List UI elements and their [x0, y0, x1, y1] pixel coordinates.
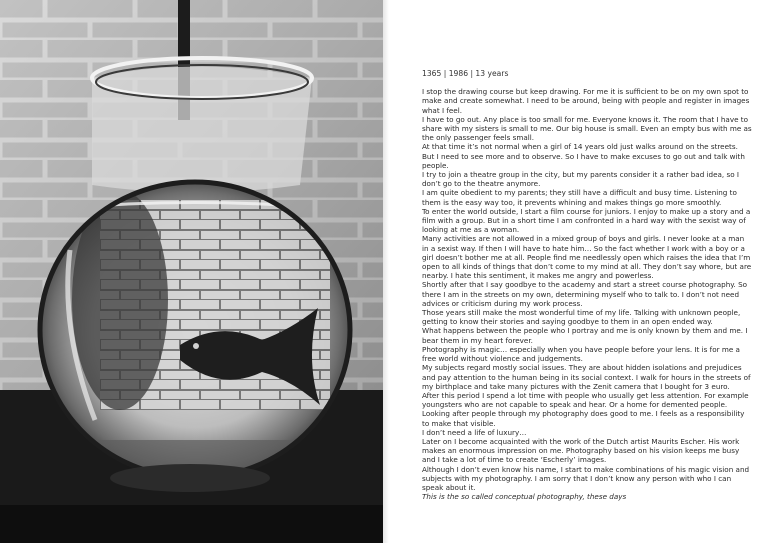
paragraph: After this period I spend a lot time with people who usually get less attention. For example youngsters who are not capable to speak and hear. Or a home for demented people. [422, 390, 749, 410]
chapter-heading: 1365 | 1986 | 13 years [422, 69, 509, 78]
paragraph: My subjects regard mostly social issues. They are about hidden isolations and prejudices and pay attention to the human being in its social context. I walk for hours in the streets of my birthplace and take many pictures with the Zenit camera that I bought for 3 euro. [422, 363, 751, 391]
paragraph: What happens between the people who I portray and me is only known by them and me. I bear them in my heart forever. [422, 326, 748, 345]
paragraph: At that time it’s not normal when a girl of 14 years old just walks around on the streets. But I need to see more and to observe. So I have to make excuses to go out and talk with people. [422, 142, 745, 170]
story-text [422, 69, 752, 501]
closing-line: This is the so called conceptual photography, these days [422, 492, 627, 502]
paragraph: Many activities are not allowed in a mixed group of boys and girls. I never looke at a man in a sexist way. If then I will have to hate him… So the fact whether I work with a boy or a girl doesn’t bother me at all. People find me needlessly open which raises the idea that I’m open to all kinds of things that don’t come to my mind at all. They don’t say whore, but are nearby. I hate this sentiment, it makes me angry and powerless. [422, 234, 752, 281]
fishbowl-photo [0, 0, 383, 543]
paragraph: I am quite obedient to my parents; they still have a difficult and busy time. Listening to them is the easy way too, it prevents whining and makes things go more smoothly. [422, 188, 737, 207]
paragraph: Those years still make the most wonderful time of my life. Talking with unknown people, getting to know their stories and saying goodbye to them in an open ended way. [422, 308, 741, 327]
paragraph: I have to go out. Any place is too small for me. Everyone knows it. The room that I have to share with my sisters is small to me. Our big house is small. Even an empty bus with me as the only passenger feels small. [422, 114, 752, 143]
paragraph: Later on I become acquainted with the work of the Dutch artist Maurits Escher. His work makes an enormous impression on me. Photography based on his vision keeps me busy and I take a lot of time to create ‘Escherly’ images. [422, 436, 740, 465]
paragraph: To enter the world outside, I start a film course for juniors. I enjoy to make up a story and a film with a group. But in a short time I am confronted in a hard way with the sexist way of looking at me as a woman. [422, 206, 751, 235]
paragraph: I stop the drawing course but keep drawing. For me it is sufficient to be on my own spot to make and create somewhat. I need to be around, being with people and register in images what I feel. [422, 87, 750, 115]
paragraph: Looking after people through my photography does good to me. I feels as a responsibility to make that visible. [422, 409, 745, 428]
paragraph: Shortly after that I say goodbye to the academy and start a street course photography. So there I am in the streets on my own, determining myself who to talk to. I don’t not need advices or criticism during my work process. [422, 280, 748, 308]
text-page [389, 0, 768, 543]
fishbowl-photo-graphic [0, 0, 383, 543]
paragraph: Photography is magic… especially when you have people before your lens. It is for me a free world without violence and judgements. [422, 344, 740, 364]
paragraph: I try to join a theatre group in the city, but my parents consider it a rather bad idea, so I don’t go to the theatre anymore. [422, 170, 740, 189]
paragraph: I don’t need a life of luxury… [422, 427, 527, 437]
paragraph: Although I don’t even know his name, I start to make combinations of his magic vision and subjects with my photography. I am sorry that I don’t know any person with who I can speak about it. [422, 464, 750, 492]
